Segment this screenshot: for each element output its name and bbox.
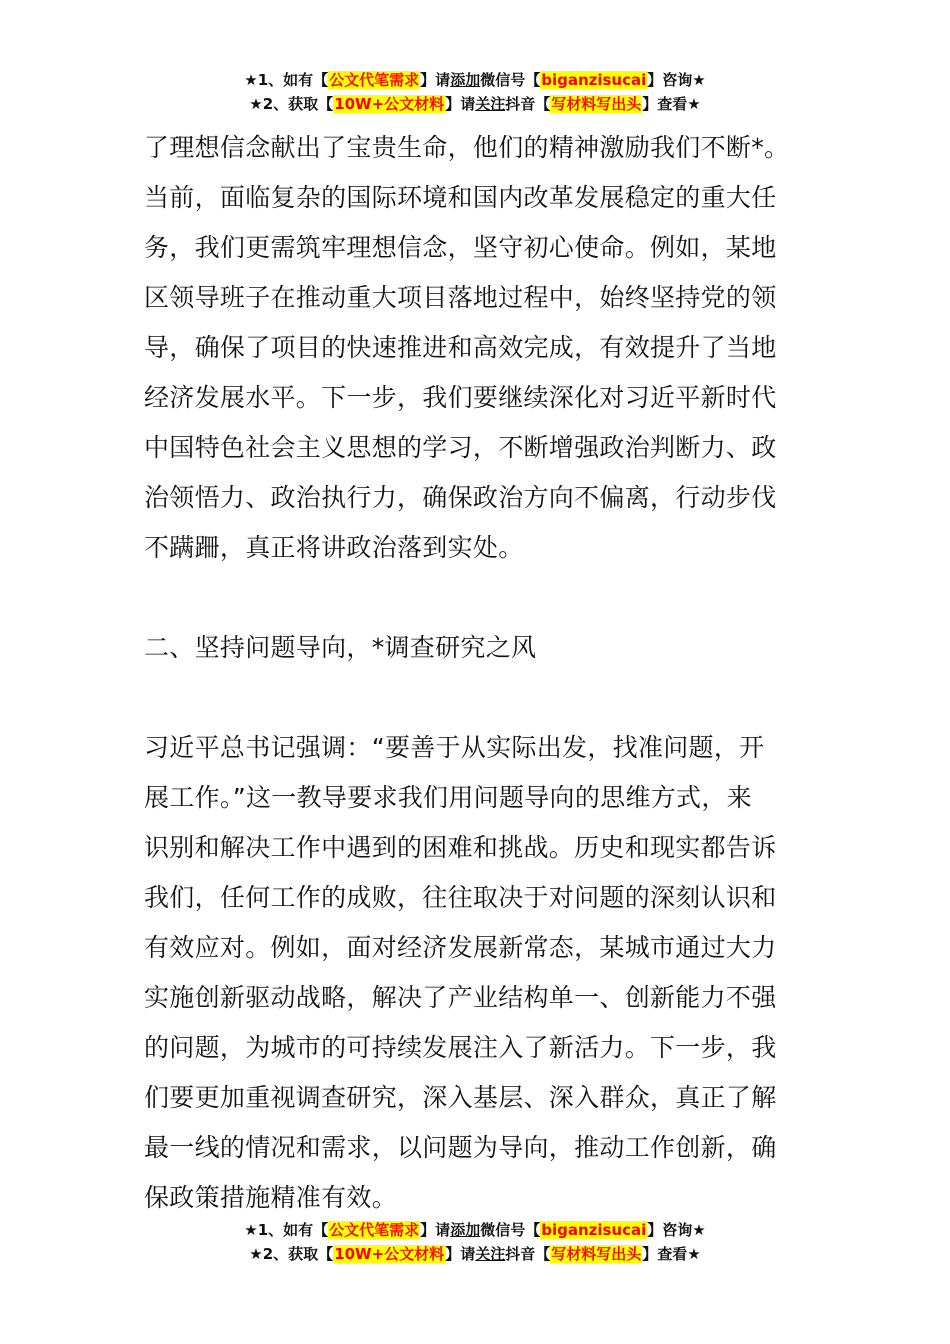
banner-text: 抖音【 bbox=[505, 95, 551, 113]
banner-text: 】请 bbox=[445, 1245, 476, 1263]
paragraph-spacer bbox=[144, 573, 806, 623]
banner-underlined: 关注 bbox=[475, 95, 506, 113]
footer-banner bbox=[0, 1218, 950, 1266]
banner-highlight: biganzisucai bbox=[541, 71, 647, 89]
text-line: 务，我们更需筑牢理想信念，坚守初心使命。例如，某地 bbox=[144, 233, 777, 262]
text-line: 治领悟力、政治执行力，确保政治方向不偏离，行动步伐 bbox=[144, 483, 777, 512]
banner-highlight: 写材料写出头 bbox=[551, 1245, 642, 1263]
document-body bbox=[144, 123, 806, 1223]
banner-text: ★1、如有【 bbox=[244, 71, 329, 89]
banner-line-1 bbox=[0, 1218, 950, 1242]
banner-text: 】查看★ bbox=[642, 1245, 701, 1263]
banner-text: 】查看★ bbox=[642, 95, 701, 113]
text-line: 的问题，为城市的可持续发展注入了新活力。下一步，我 bbox=[144, 1033, 777, 1062]
text-line: 习近平总书记强调：“要善于从实际出发，找准问题，开 bbox=[144, 733, 765, 762]
banner-underlined: 关注 bbox=[475, 1245, 506, 1263]
banner-line-2 bbox=[0, 1242, 950, 1266]
text-line: 们要更加重视调查研究，深入基层、深入群众，真正了解 bbox=[144, 1083, 777, 1112]
text-line: 经济发展水平。下一步，我们要继续深化对习近平新时代 bbox=[144, 383, 777, 412]
banner-underlined: 添加 bbox=[450, 1221, 481, 1239]
text-line: 中国特色社会主义思想的学习，不断增强政治判断力、政 bbox=[144, 433, 777, 462]
text-line: 导，确保了项目的快速推进和高效完成，有效提升了当地 bbox=[144, 333, 777, 362]
banner-text: 】请 bbox=[420, 71, 451, 89]
text-line: 区领导班子在推动重大项目落地过程中，始终坚持党的领 bbox=[144, 283, 777, 312]
banner-highlight: 10W+公文材料 bbox=[334, 95, 445, 113]
text-line: 有效应对。例如，面对经济发展新常态，某城市通过大力 bbox=[144, 933, 777, 962]
section-heading: 二、坚持问题导向，*调查研究之风 bbox=[144, 633, 537, 662]
banner-highlight: 公文代笔需求 bbox=[329, 1221, 420, 1239]
text-line: 当前，面临复杂的国际环境和国内改革发展稳定的重大任 bbox=[144, 183, 777, 212]
banner-highlight: 公文代笔需求 bbox=[329, 71, 420, 89]
banner-line-2 bbox=[0, 92, 950, 116]
banner-highlight: biganzisucai bbox=[541, 1221, 647, 1239]
banner-text: 】请 bbox=[420, 1221, 451, 1239]
banner-highlight: 写材料写出头 bbox=[551, 95, 642, 113]
text-line: 不蹒跚，真正将讲政治落到实处。 bbox=[144, 533, 524, 562]
text-line: 保政策措施精准有效。 bbox=[144, 1183, 398, 1212]
text-line: 了理想信念献出了宝贵生命，他们的精神激励我们不断*。 bbox=[144, 133, 790, 162]
banner-text: ★2、获取【 bbox=[249, 1245, 334, 1263]
header-banner bbox=[0, 68, 950, 116]
banner-text: ★2、获取【 bbox=[249, 95, 334, 113]
banner-text: 】咨询★ bbox=[647, 1221, 706, 1239]
banner-text: 微信号【 bbox=[480, 71, 541, 89]
paragraph-2 bbox=[144, 723, 806, 1223]
banner-text: 微信号【 bbox=[480, 1221, 541, 1239]
text-line: 最一线的情况和需求，以问题为导向，推动工作创新，确 bbox=[144, 1133, 777, 1162]
banner-underlined: 添加 bbox=[450, 71, 481, 89]
text-line: 展工作。”这一教导要求我们用问题导向的思维方式，来 bbox=[144, 783, 752, 812]
banner-text: 抖音【 bbox=[505, 1245, 551, 1263]
banner-highlight: 10W+公文材料 bbox=[334, 1245, 445, 1263]
text-line: 我们，任何工作的成败，往往取决于对问题的深刻认识和 bbox=[144, 883, 777, 912]
banner-text: ★1、如有【 bbox=[244, 1221, 329, 1239]
paragraph-spacer bbox=[144, 673, 806, 723]
banner-text: 】咨询★ bbox=[647, 71, 706, 89]
text-line: 识别和解决工作中遇到的困难和挑战。历史和现实都告诉 bbox=[144, 833, 777, 862]
banner-text: 】请 bbox=[445, 95, 476, 113]
paragraph-1 bbox=[144, 123, 806, 573]
banner-line-1 bbox=[0, 68, 950, 92]
text-line: 实施创新驱动战略，解决了产业结构单一、创新能力不强 bbox=[144, 983, 777, 1012]
